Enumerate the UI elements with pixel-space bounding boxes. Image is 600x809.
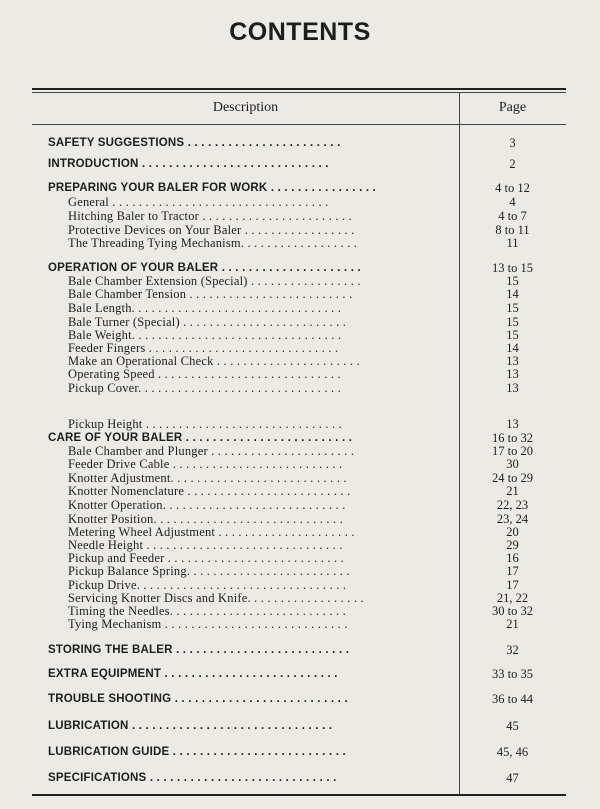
entry-description bbox=[68, 444, 451, 458]
entry-page-number: 16 to 32 bbox=[492, 431, 533, 445]
entry-page-number: 13 bbox=[506, 354, 519, 368]
entry-description bbox=[68, 381, 451, 395]
entry-page-number: 45 bbox=[506, 719, 519, 733]
section-heading-row bbox=[0, 431, 600, 445]
section-heading-row bbox=[0, 136, 600, 150]
entry-page-number: 30 bbox=[506, 457, 519, 471]
dot-leader: . . . . . . . . . . . . . . . . . . . . . . . . . . bbox=[172, 746, 346, 758]
entry-description bbox=[68, 604, 451, 618]
entry-page-number: 13 bbox=[506, 381, 519, 395]
dot-leader: . . . . . . . . . . . . . . . . . bbox=[254, 591, 364, 605]
dot-leader: . . . . . . . . . . . . . . . . . . . . . . . . bbox=[193, 564, 350, 578]
entry-title: Knotter Position. bbox=[68, 512, 157, 526]
entry-title: Feeder Fingers bbox=[68, 341, 146, 355]
entry-description bbox=[48, 157, 451, 171]
subsection-row bbox=[0, 417, 600, 431]
entry-title: LUBRICATION GUIDE bbox=[48, 746, 170, 758]
subsection-row bbox=[0, 578, 600, 592]
entry-page-number: 15 bbox=[506, 315, 519, 329]
entry-description bbox=[68, 301, 451, 315]
entry-title: Bale Turner (Special) bbox=[68, 315, 180, 329]
entry-title: Bale Chamber Extension (Special) bbox=[68, 274, 248, 288]
entry-description bbox=[68, 341, 451, 355]
entry-title: OPERATION OF YOUR BALER bbox=[48, 262, 219, 274]
entry-page-number: 20 bbox=[506, 525, 519, 539]
entry-title: SAFETY SUGGESTIONS bbox=[48, 137, 185, 149]
dot-leader: . . . . . . . . . . . . . . . . . . . . . . . . . bbox=[183, 315, 347, 329]
entry-description bbox=[68, 551, 451, 565]
entry-description bbox=[68, 417, 451, 431]
section-heading-row bbox=[0, 771, 600, 785]
dot-leader: . . . . . . . . . . . . . . . . . bbox=[250, 274, 361, 288]
dot-leader: . . . . . . . . . . . . . . . . . . . . . . . . . . bbox=[164, 668, 338, 680]
subsection-row bbox=[0, 617, 600, 631]
dot-leader: . . . . . . . . . . . . . . . . . . . . . . . . . . . . . . bbox=[146, 538, 343, 552]
entry-page-number: 15 bbox=[506, 328, 519, 342]
entry-description bbox=[68, 538, 451, 552]
entry-description bbox=[48, 136, 451, 150]
entry-description bbox=[48, 431, 451, 445]
entry-title: Pickup Cover. bbox=[68, 381, 142, 395]
subsection-row bbox=[0, 287, 600, 301]
subsection-row bbox=[0, 512, 600, 526]
entry-description bbox=[68, 236, 451, 250]
subsection-row bbox=[0, 354, 600, 368]
entry-description bbox=[48, 643, 451, 657]
dot-leader: . . . . . . . . . . . . . . . . . . . . . . . . . . . . bbox=[149, 772, 337, 784]
entry-title: Pickup Drive. bbox=[68, 578, 141, 592]
column-header-description: Description bbox=[212, 100, 279, 115]
subsection-row bbox=[0, 525, 600, 539]
entry-description bbox=[68, 354, 451, 368]
entry-page-number: 15 bbox=[506, 274, 519, 288]
section-heading-row bbox=[0, 261, 600, 275]
dot-leader: . . . . . . . . . . . . . . . . . . . . . . bbox=[216, 354, 360, 368]
entry-description bbox=[68, 591, 451, 605]
entry-page-number: 24 to 29 bbox=[492, 471, 533, 485]
dot-leader: . . . . . . . . . . . . . . . . bbox=[270, 182, 377, 194]
entry-page-number: 45, 46 bbox=[496, 745, 529, 759]
entry-description bbox=[48, 745, 451, 759]
dot-leader: . . . . . . . . . . . . . . . . . bbox=[247, 236, 358, 250]
entry-page-number: 13 to 15 bbox=[492, 261, 533, 275]
entry-title: Pickup Balance Spring. bbox=[68, 564, 191, 578]
subsection-row bbox=[0, 591, 600, 605]
entry-page-number: 3 bbox=[509, 136, 516, 150]
entry-page-number: 14 bbox=[506, 287, 519, 301]
subsection-row bbox=[0, 274, 600, 288]
dot-leader: . . . . . . . . . . . . . . . . . . . . . . . . . . . bbox=[169, 498, 346, 512]
entry-description bbox=[68, 498, 451, 512]
entry-title: Operating Speed bbox=[68, 367, 155, 381]
entry-title: EXTRA EQUIPMENT bbox=[48, 668, 162, 680]
subsection-row bbox=[0, 236, 600, 250]
entry-title: Metering Wheel Adjustment bbox=[68, 525, 216, 539]
subsection-row bbox=[0, 471, 600, 485]
subsection-row bbox=[0, 551, 600, 565]
entry-page-number: 47 bbox=[506, 771, 519, 785]
dot-leader: . . . . . . . . . . . . . . . . . . . . . . . . . bbox=[189, 287, 353, 301]
entry-title: TROUBLE SHOOTING bbox=[48, 693, 172, 705]
entry-description bbox=[68, 367, 451, 381]
dot-leader: . . . . . . . . . . . . . . . . . . . . . . . . . . . . . . bbox=[144, 381, 341, 395]
entry-title: Tying Mechanism bbox=[68, 617, 162, 631]
subsection-row bbox=[0, 328, 600, 342]
dot-leader: . . . . . . . . . . . . . . . . . . . . . . . . . . . . bbox=[141, 158, 329, 170]
entry-page-number: 17 to 20 bbox=[492, 444, 533, 458]
section-heading-row bbox=[0, 157, 600, 171]
entry-description bbox=[68, 209, 451, 223]
entry-description bbox=[68, 564, 451, 578]
entry-description bbox=[68, 195, 451, 209]
entry-page-number: 23, 24 bbox=[496, 512, 529, 526]
subsection-row bbox=[0, 367, 600, 381]
subsection-row bbox=[0, 209, 600, 223]
page-title: CONTENTS bbox=[229, 18, 371, 46]
entry-page-number: 11 bbox=[506, 236, 519, 250]
dot-leader: . . . . . . . . . . . . . . . . . bbox=[244, 223, 355, 237]
dot-leader: . . . . . . . . . . . . . . . . . . . . . . . . . bbox=[187, 484, 351, 498]
entry-description bbox=[68, 287, 451, 301]
entry-description bbox=[68, 274, 451, 288]
entry-page-number: 21, 22 bbox=[496, 591, 529, 605]
entry-page-number: 36 to 44 bbox=[492, 692, 533, 706]
dot-leader: . . . . . . . . . . . . . . . . . . . . . . . . . . . . bbox=[157, 367, 341, 381]
entry-page-number: 17 bbox=[506, 578, 519, 592]
dot-leader: . . . . . . . . . . . . . . . . . . . . . . . . . . . . bbox=[160, 512, 344, 526]
subsection-row bbox=[0, 564, 600, 578]
entry-title: Hitching Baler to Tractor bbox=[68, 209, 200, 223]
dot-leader: . . . . . . . . . . . . . . . . . . . . . . . . . . bbox=[174, 693, 348, 705]
section-heading-row bbox=[0, 745, 600, 759]
section-heading-row bbox=[0, 692, 600, 706]
subsection-row bbox=[0, 381, 600, 395]
entry-page-number: 15 bbox=[506, 301, 519, 315]
entry-description bbox=[48, 261, 451, 275]
subsection-row bbox=[0, 444, 600, 458]
entry-description bbox=[68, 578, 451, 592]
entry-page-number: 33 to 35 bbox=[492, 667, 533, 681]
entry-title: Pickup Height bbox=[68, 417, 143, 431]
entry-title: Bale Chamber Tension bbox=[68, 287, 187, 301]
entry-title: SPECIFICATIONS bbox=[48, 772, 147, 784]
subsection-row bbox=[0, 341, 600, 355]
entry-title: Bale Length. bbox=[68, 301, 135, 315]
subsection-row bbox=[0, 315, 600, 329]
subsection-row bbox=[0, 223, 600, 237]
subsection-row bbox=[0, 484, 600, 498]
dot-leader: . . . . . . . . . . . . . . . . . . . . . . . . . . bbox=[176, 644, 350, 656]
dot-leader: . . . . . . . . . . . . . . . . . . . . . . . . . . . . . . bbox=[145, 417, 342, 431]
entry-page-number: 13 bbox=[506, 367, 519, 381]
entry-title: The Threading Tying Mechanism. bbox=[68, 236, 245, 250]
entry-page-number: 17 bbox=[506, 564, 519, 578]
entry-description bbox=[48, 771, 451, 785]
subsection-row bbox=[0, 498, 600, 512]
dot-leader: . . . . . . . . . . . . . . . . . . . . . . . . . . . . . . . . . bbox=[112, 195, 329, 209]
entry-title: Knotter Operation. bbox=[68, 498, 167, 512]
dot-leader: . . . . . . . . . . . . . . . . . . . . . . . . . . bbox=[172, 457, 343, 471]
dot-leader: . . . . . . . . . . . . . . . . . . . . . . . . . . bbox=[177, 471, 347, 485]
entry-title: Knotter Adjustment. bbox=[68, 471, 174, 485]
entry-description bbox=[68, 525, 451, 539]
dot-leader: . . . . . . . . . . . . . . . . . . . . . . . bbox=[202, 209, 352, 223]
subsection-row bbox=[0, 538, 600, 552]
subsection-row bbox=[0, 604, 600, 618]
entry-description bbox=[48, 667, 451, 681]
section-heading-row bbox=[0, 181, 600, 195]
dot-leader: . . . . . . . . . . . . . . . . . . . . . . . . . bbox=[185, 432, 353, 444]
entry-title: CARE OF YOUR BALER bbox=[48, 432, 183, 444]
entry-page-number: 14 bbox=[506, 341, 519, 355]
dot-leader: . . . . . . . . . . . . . . . . . . . . . . . . . . . . . bbox=[148, 341, 339, 355]
entry-description bbox=[68, 315, 451, 329]
dot-leader: . . . . . . . . . . . . . . . . . . . . . . . . . . . . . . . bbox=[143, 578, 347, 592]
dot-leader: . . . . . . . . . . . . . . . . . . . . . . . . . . . . . . . bbox=[138, 301, 342, 315]
entry-title: Needle Height bbox=[68, 538, 144, 552]
entry-description bbox=[68, 223, 451, 237]
entry-description bbox=[68, 484, 451, 498]
entry-description bbox=[48, 181, 451, 195]
entry-description bbox=[68, 328, 451, 342]
entry-title: Bale Chamber and Plunger bbox=[68, 444, 208, 458]
entry-page-number: 29 bbox=[506, 538, 519, 552]
dot-leader: . . . . . . . . . . . . . . . . . . . . . . bbox=[211, 444, 355, 458]
dot-leader: . . . . . . . . . . . . . . . . . . . . . . . . . . bbox=[176, 604, 346, 618]
section-heading-row bbox=[0, 643, 600, 657]
subsection-row bbox=[0, 301, 600, 315]
entry-title: LUBRICATION bbox=[48, 720, 129, 732]
column-header-page: Page bbox=[498, 100, 527, 115]
entry-page-number: 21 bbox=[506, 617, 519, 631]
entry-page-number: 30 to 32 bbox=[492, 604, 533, 618]
dot-leader: . . . . . . . . . . . . . . . . . . . . . bbox=[218, 525, 355, 539]
entry-title: Protective Devices on Your Baler bbox=[68, 223, 242, 237]
dot-leader: . . . . . . . . . . . . . . . . . . . . . . . bbox=[187, 137, 341, 149]
entry-page-number: 13 bbox=[506, 417, 519, 431]
entry-page-number: 16 bbox=[506, 551, 519, 565]
entry-title: Servicing Knotter Discs and Knife. bbox=[68, 591, 251, 605]
dot-leader: . . . . . . . . . . . . . . . . . . . . . . . . . . . . . . bbox=[131, 720, 333, 732]
dot-leader: . . . . . . . . . . . . . . . . . . . . . . . . . . . bbox=[167, 551, 344, 565]
dot-leader: . . . . . . . . . . . . . . . . . . . . . bbox=[221, 262, 361, 274]
entry-page-number: 2 bbox=[509, 157, 516, 171]
entry-page-number: 4 bbox=[509, 195, 516, 209]
entry-title: Knotter Nomenclature bbox=[68, 484, 185, 498]
entry-page-number: 4 to 7 bbox=[498, 209, 527, 223]
entry-description bbox=[48, 719, 451, 733]
entry-description bbox=[68, 471, 451, 485]
entry-title: Make an Operational Check bbox=[68, 354, 214, 368]
dot-leader: . . . . . . . . . . . . . . . . . . . . . . . . . . . . . . . bbox=[138, 328, 342, 342]
entry-page-number: 8 to 11 bbox=[495, 223, 530, 237]
entry-page-number: 4 to 12 bbox=[495, 181, 530, 195]
entry-title: PREPARING YOUR BALER FOR WORK bbox=[48, 182, 268, 194]
section-heading-row bbox=[0, 719, 600, 733]
entry-title: General bbox=[68, 195, 109, 209]
entry-description bbox=[68, 457, 451, 471]
subsection-row bbox=[0, 195, 600, 209]
entry-page-number: 32 bbox=[506, 643, 519, 657]
entry-title: INTRODUCTION bbox=[48, 158, 139, 170]
subsection-row bbox=[0, 457, 600, 471]
section-heading-row bbox=[0, 667, 600, 681]
entry-page-number: 21 bbox=[506, 484, 519, 498]
entry-description bbox=[68, 617, 451, 631]
entry-title: Feeder Drive Cable bbox=[68, 457, 170, 471]
entry-title: Timing the Needles. bbox=[68, 604, 174, 618]
entry-page-number: 22, 23 bbox=[496, 498, 529, 512]
entry-title: Bale Weight. bbox=[68, 328, 136, 342]
entry-title: STORING THE BALER bbox=[48, 644, 173, 656]
entry-title: Pickup and Feeder bbox=[68, 551, 165, 565]
entry-description bbox=[68, 512, 451, 526]
entry-description bbox=[48, 692, 451, 706]
dot-leader: . . . . . . . . . . . . . . . . . . . . . . . . . . . . bbox=[164, 617, 348, 631]
